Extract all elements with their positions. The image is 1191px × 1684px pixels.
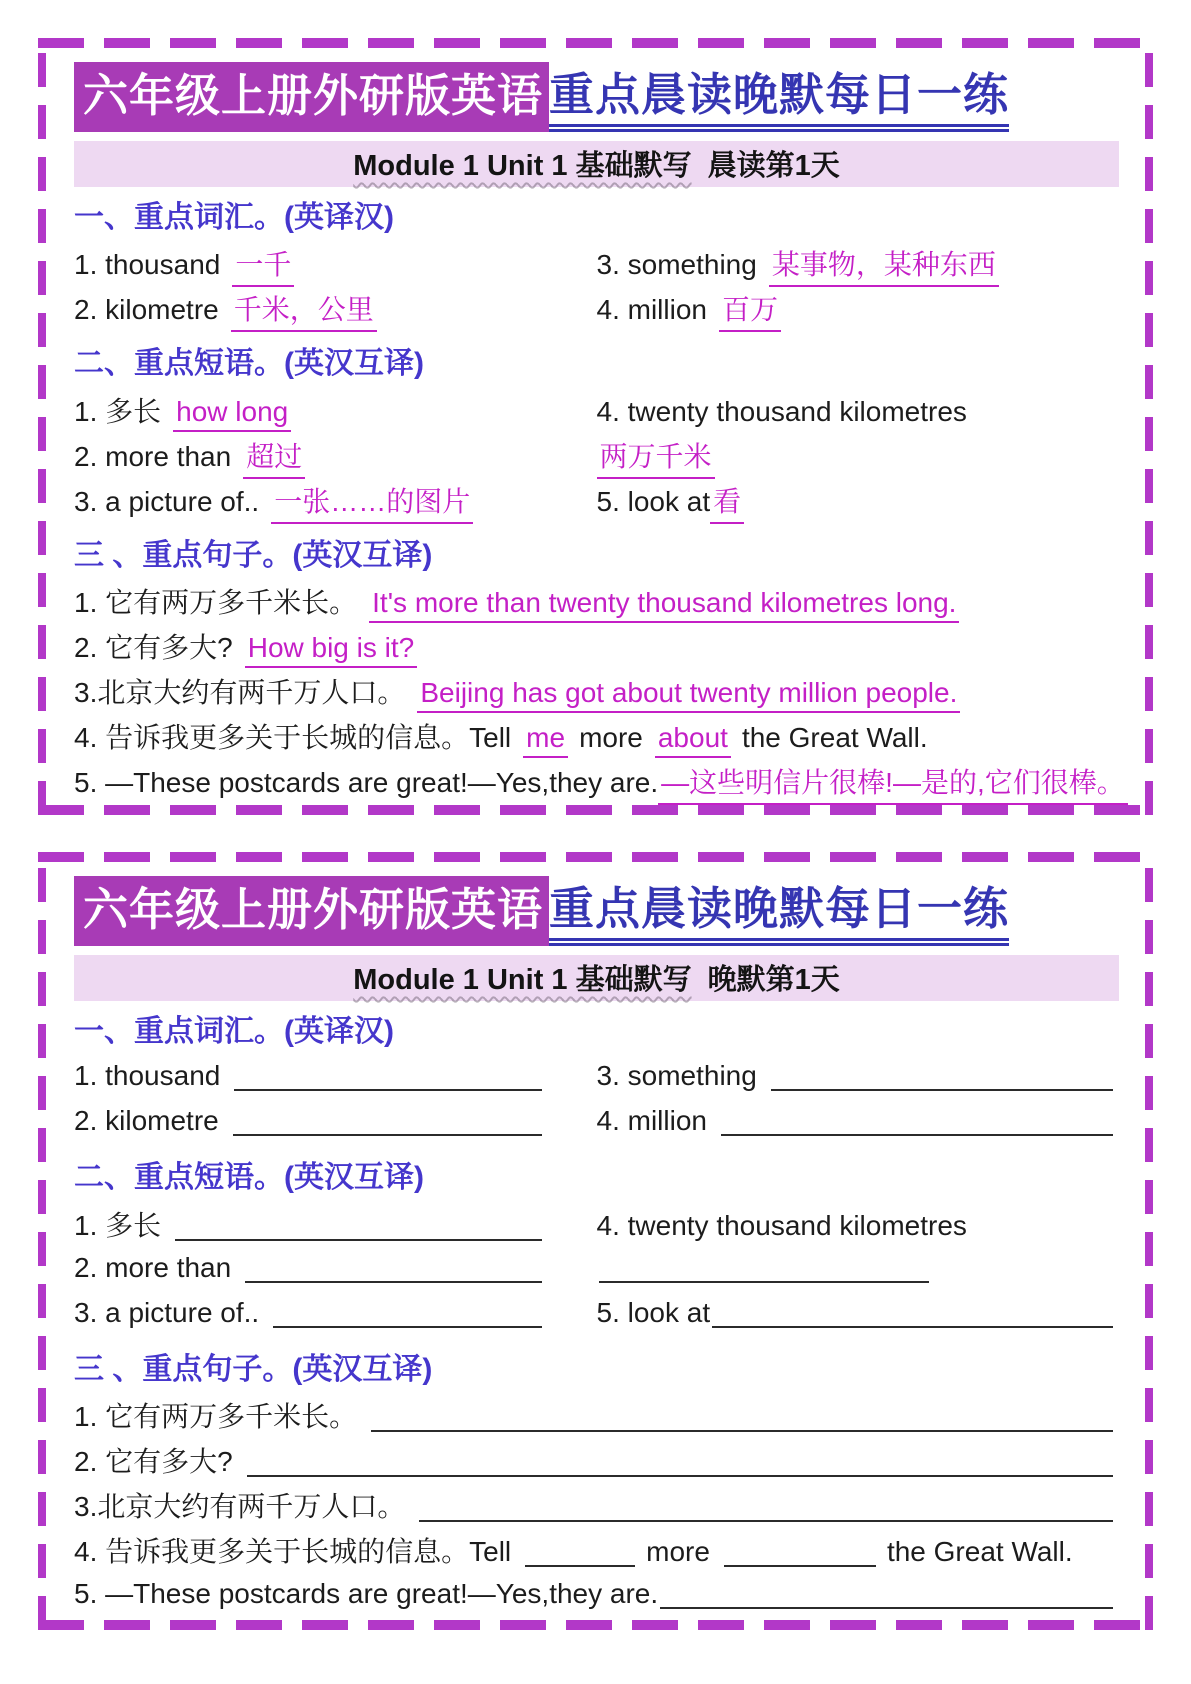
question-text: 1. 它有两万多千米长。 (74, 587, 358, 618)
question-text: 3.北京大约有两千万人口。 (74, 1491, 406, 1522)
question-text: 2. more than (74, 440, 232, 472)
question-text: 2. kilometre (74, 1105, 219, 1136)
question-text: the Great Wall. (741, 722, 928, 753)
question-text: more (646, 1536, 710, 1567)
question-text: 5. —These postcards are great!—Yes,they are. (74, 1578, 659, 1609)
worksheet-title (74, 62, 1119, 132)
sentence-item (74, 1485, 1119, 1530)
answer-text: 千米，公里 (231, 288, 377, 332)
vocab-item (597, 1057, 1120, 1092)
answer-blank (721, 1108, 1113, 1136)
phrase-row (74, 1204, 1119, 1249)
answer-blank (175, 1213, 541, 1241)
section-heading-phrases: 二、重点短语。(英汉互译) (74, 347, 424, 380)
question-text: 5. look at (596, 485, 711, 517)
phrase-row (74, 480, 1119, 525)
vocab-item (74, 1057, 597, 1092)
vocab-row (74, 1057, 1119, 1102)
vocab-row (74, 1102, 1119, 1147)
question-text: 4. 告诉我更多关于长城的信息。Tell (74, 722, 512, 753)
phrase-row (74, 435, 1119, 480)
title-badge: 六年级上册外研版英语 (74, 876, 549, 946)
answer-text: me (523, 722, 568, 758)
answer-text: 某事物，某种东西 (769, 243, 999, 287)
answer-blank (234, 1063, 541, 1091)
phrase-item (74, 480, 597, 524)
title-main: 重点晨读晚默每日一练 (549, 67, 1009, 131)
answer-blank (273, 1300, 541, 1328)
answer-blank (371, 1404, 1113, 1432)
question-text: 3. a picture of.. (74, 485, 260, 517)
answer-text: Beijing has got about twenty million people. (417, 677, 960, 713)
question-text: more (579, 722, 643, 753)
answer-text: 看 (710, 480, 744, 524)
answer-blank (660, 1581, 1113, 1609)
subtitle-unit: Module 1 Unit 1 基础默写 (353, 150, 692, 182)
question-text: 2. 它有多大? (74, 632, 233, 663)
worksheet-card-evening (38, 852, 1153, 1630)
question-text: 2. more than (74, 1251, 232, 1283)
answer-blank (419, 1494, 1113, 1522)
subtitle-day: 晚默第1天 (707, 964, 840, 996)
answer-text: 一张……的图片 (271, 480, 473, 524)
answer-blank (724, 1539, 876, 1567)
question-text: 1. 多长 (74, 395, 162, 427)
question-text: 3.北京大约有两千万人口。 (74, 677, 406, 708)
answer-blank (599, 1255, 929, 1283)
subtitle-unit: Module 1 Unit 1 基础默写 (353, 964, 692, 996)
sentence-item (74, 671, 1119, 716)
answer-text: 百万 (719, 288, 781, 332)
answer-text: —这些明信片很棒!—是的,它们很棒。 (658, 761, 1128, 805)
phrase-row (74, 390, 1119, 435)
answer-text: about (655, 722, 731, 758)
section-heading-vocab: 一、重点词汇。(英译汉) (74, 1014, 394, 1048)
question-text: 1. 它有两万多千米长。 (74, 1401, 358, 1432)
phrase-row (74, 1249, 1119, 1294)
question-text: 3. something (596, 249, 757, 280)
answer-blank (525, 1539, 635, 1567)
sentence-item (74, 761, 1125, 806)
vocab-row (74, 288, 1119, 333)
phrase-item (74, 390, 597, 432)
title-main: 重点晨读晚默每日一练 (549, 881, 1009, 945)
phrase-row (74, 1294, 1119, 1339)
question-text: 5. look at (596, 1296, 711, 1328)
subtitle-bar (74, 141, 1119, 187)
sentence-item (74, 1440, 1119, 1485)
vocab-item (74, 1102, 597, 1137)
question-text: 3. a picture of.. (74, 1296, 260, 1328)
question-text: 2. kilometre (74, 294, 219, 325)
question-text: 3. something (596, 1060, 757, 1091)
question-text: the Great Wall. (886, 1536, 1073, 1567)
question-text: 4. million (596, 1105, 707, 1136)
question-text: 4. twenty thousand kilometres (596, 395, 967, 427)
answer-blank (712, 1300, 1113, 1328)
answer-blank (247, 1449, 1113, 1477)
sentence-item (74, 581, 1119, 626)
question-text: 4. 告诉我更多关于长城的信息。Tell (74, 1536, 512, 1567)
phrase-item (74, 1294, 597, 1329)
vocab-item (74, 288, 597, 332)
sentence-item (74, 1395, 1119, 1440)
sentence-item (74, 1530, 1119, 1575)
answer-text: 一千 (232, 243, 294, 287)
vocab-item (74, 243, 597, 287)
question-text: 5. —These postcards are great!—Yes,they are. (74, 767, 659, 798)
vocab-item (597, 288, 1120, 332)
phrase-item (74, 1204, 597, 1244)
question-text: 1. thousand (74, 1060, 221, 1091)
phrase-item (597, 1210, 1120, 1242)
question-text: 1. 多长 (74, 1209, 162, 1241)
section-heading-sentences: 三 、重点句子。(英汉互译) (74, 538, 433, 572)
sentence-item (74, 716, 1119, 761)
answer-text: how long (173, 396, 291, 432)
answer-text: 两万千米 (597, 435, 715, 479)
subtitle-bar (74, 955, 1119, 1001)
phrase-item (74, 1249, 597, 1284)
worksheet-card-morning (38, 38, 1153, 815)
sentence-item (74, 626, 1119, 671)
vocab-item (597, 243, 1120, 287)
title-badge: 六年级上册外研版英语 (74, 62, 549, 132)
section-heading-vocab: 一、重点词汇。(英译汉) (74, 200, 394, 234)
answer-text: It's more than twenty thousand kilometres long. (369, 587, 959, 623)
phrase-item (597, 1294, 1120, 1329)
phrase-item (74, 435, 597, 479)
question-text: 2. 它有多大? (74, 1446, 233, 1477)
section-heading-phrases: 二、重点短语。(英汉互译) (74, 1161, 424, 1194)
question-text: 4. million (596, 294, 707, 325)
answer-text: 超过 (243, 435, 305, 479)
subtitle-day: 晨读第1天 (707, 150, 840, 182)
phrase-item (597, 435, 1120, 479)
phrase-item (597, 480, 1120, 524)
sentence-item (74, 1575, 1119, 1620)
answer-blank (771, 1063, 1113, 1091)
phrase-item (597, 396, 1120, 428)
section-heading-sentences: 三 、重点句子。(英汉互译) (74, 1352, 433, 1386)
worksheet-title (74, 876, 1119, 946)
answer-text: How big is it? (245, 632, 418, 668)
question-text: 4. twenty thousand kilometres (596, 1209, 967, 1241)
answer-blank (233, 1108, 542, 1136)
phrase-item (597, 1249, 1120, 1277)
question-text: 1. thousand (74, 249, 221, 280)
vocab-item (597, 1102, 1120, 1137)
answer-blank (245, 1255, 541, 1283)
vocab-row (74, 243, 1119, 288)
